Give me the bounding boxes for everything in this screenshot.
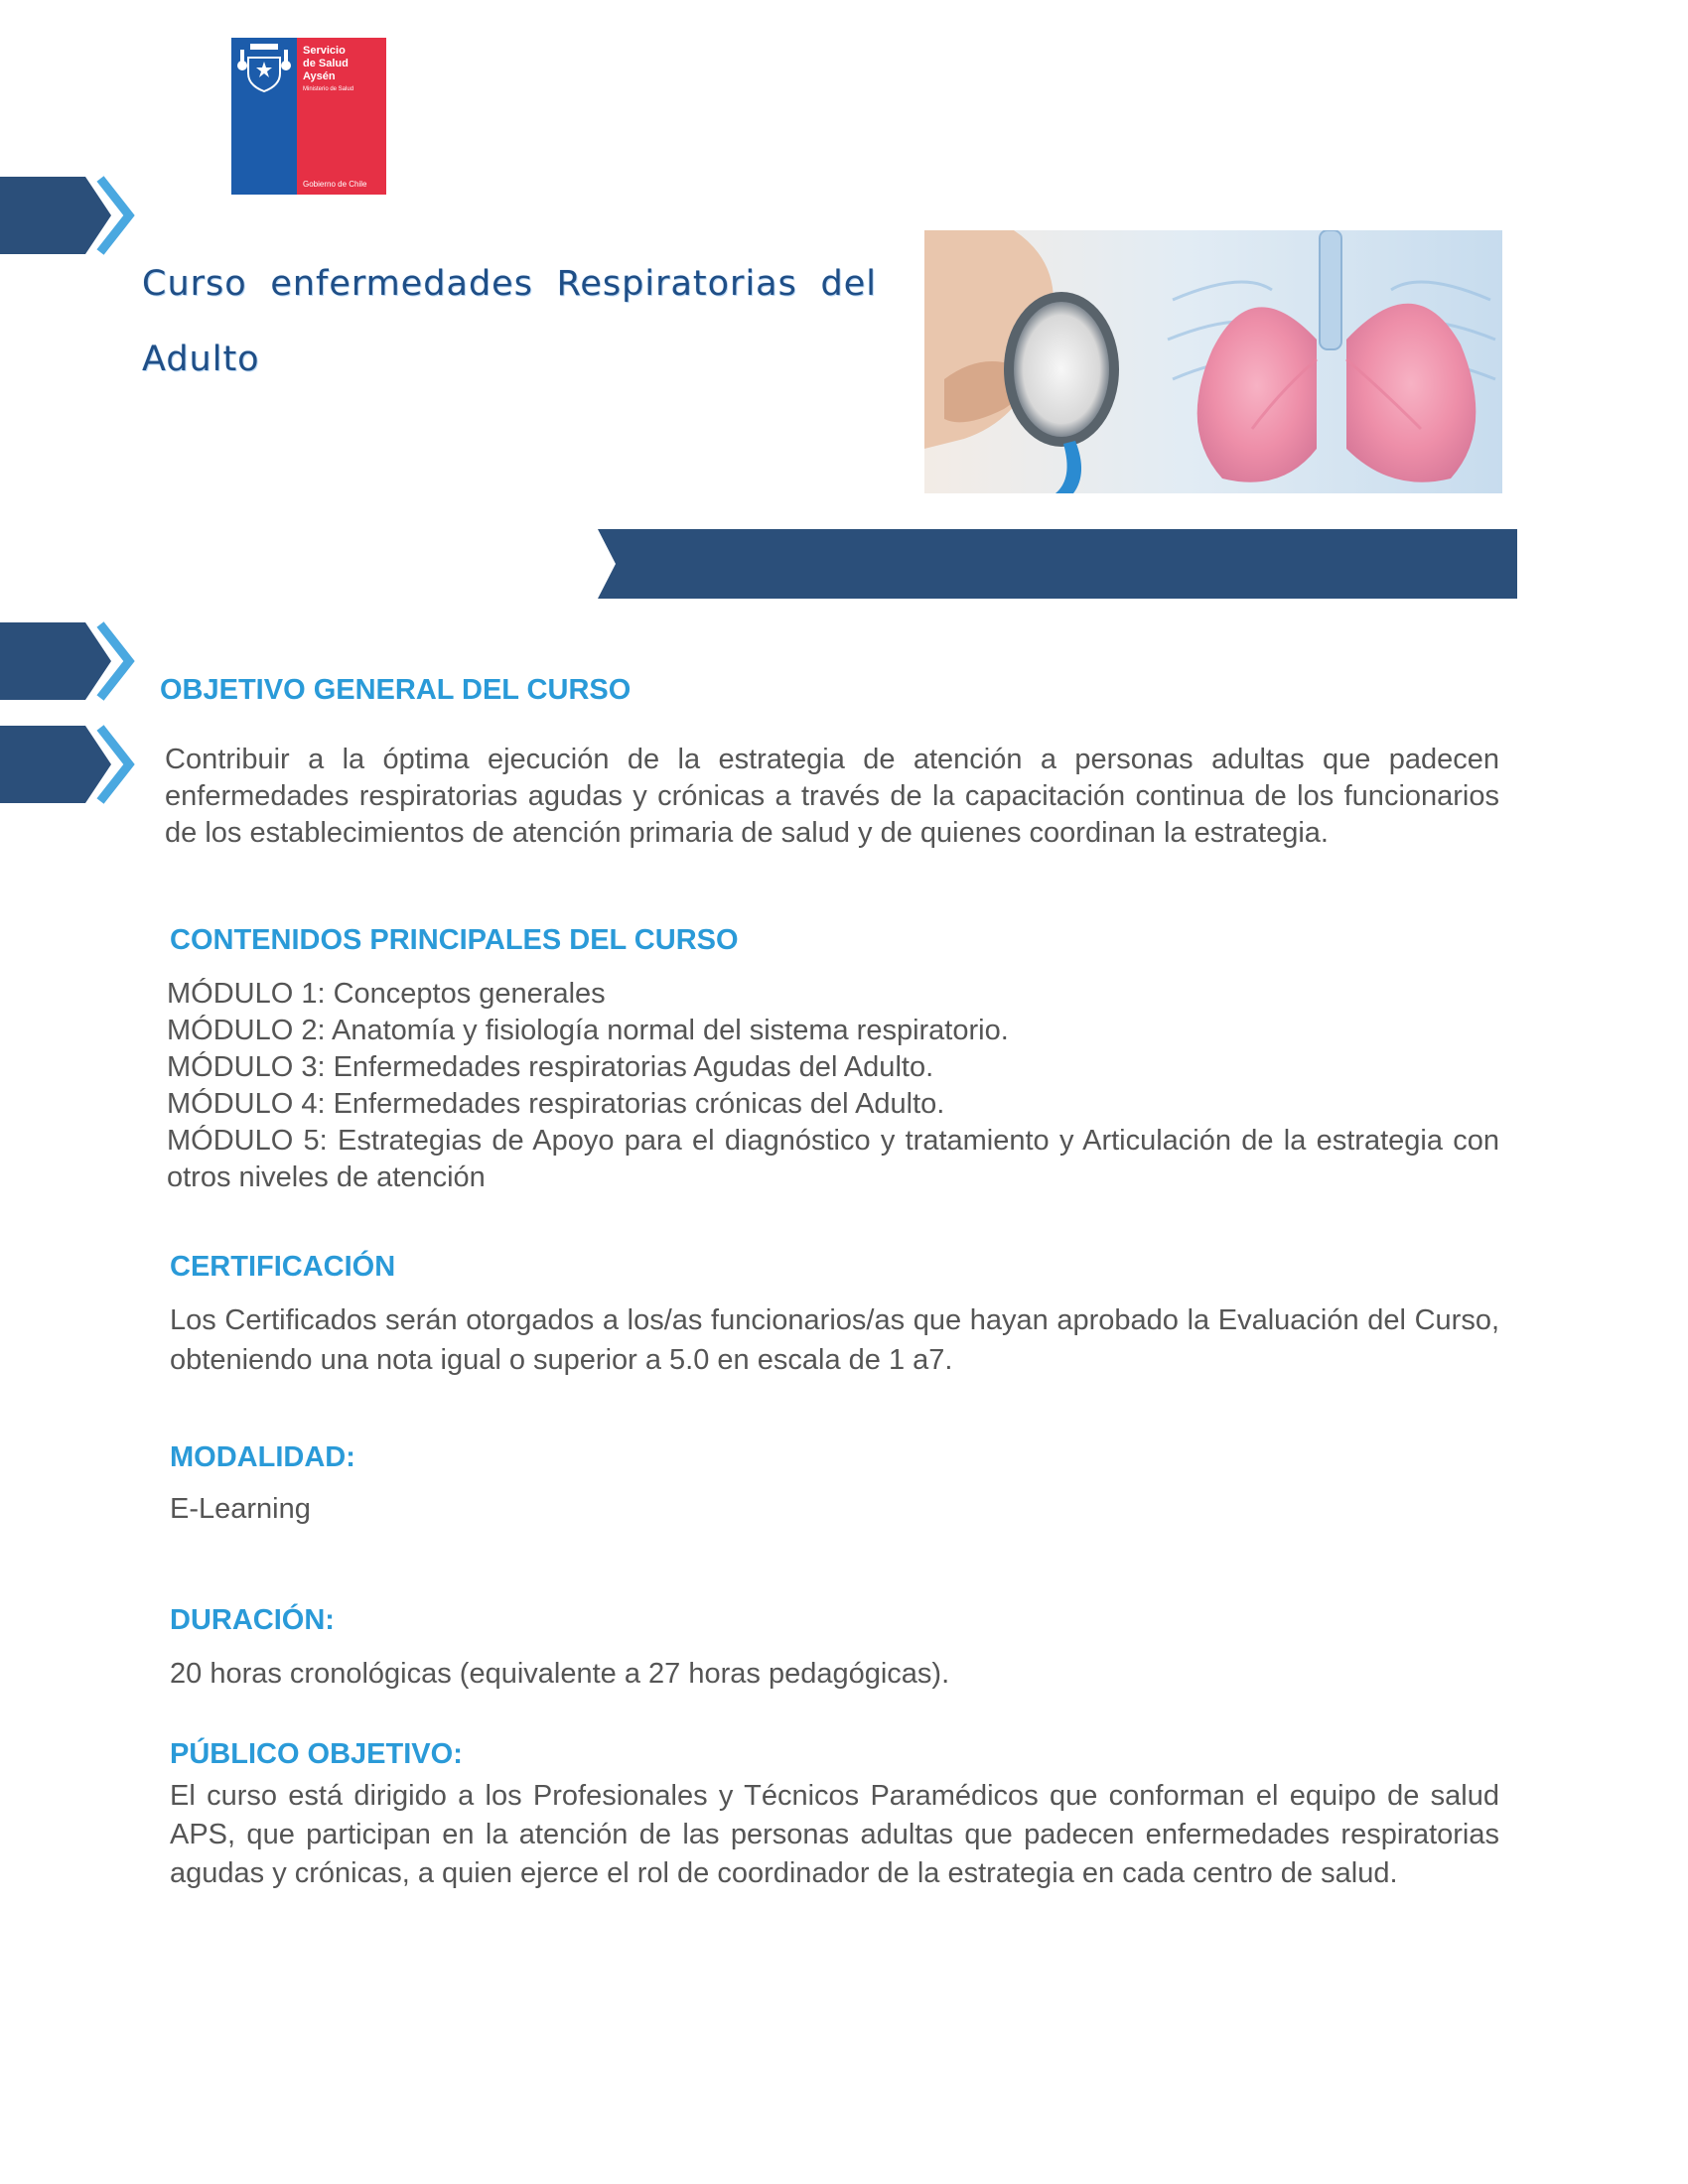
module-item-4: MÓDULO 4: Enfermedades respiratorias crónicas del Adulto. [167,1088,945,1120]
modalidad-text: E-Learning [170,1493,311,1525]
module-item-5: MÓDULO 5: Estrategias de Apoyo para el diagnóstico y tratamiento y Articulación de la estrategia con otros niveles de atención [167,1125,1499,1193]
modalidad-heading: MODALIDAD: [170,1441,355,1473]
module-item-3: MÓDULO 3: Enfermedades respiratorias Agudas del Adulto. [167,1051,934,1083]
objetivo-heading: OBJETIVO GENERAL DEL CURSO [160,674,632,706]
publico-text: El curso está dirigido a los Profesionales y Técnicos Paramédicos que conforman el equipo de salud APS, que participan en la atención de las personas adultas que padecen enfermedades respiratorias agudas y crónicas, a quien ejerce el rol de coordinador de la estrategia en cada centro de salud. [170,1780,1499,1889]
certificacion-text: Los Certificados serán otorgados a los/as funcionarios/as que hayan aprobado la Evaluación del Curso, obteniendo una nota igual o superior a 5.0 en escala de 1 a7. [170,1304,1499,1376]
logo-footer: Gobierno de Chile [303,180,367,189]
logo-line-4: Ministerio de Salud [303,86,354,92]
hero-image-stethoscope-lungs [924,230,1502,493]
arrow-decoration-objetivo [0,620,139,702]
logo-line-3: Aysén [303,70,336,82]
objetivo-text: Contribuir a la óptima ejecución de la estrategia de atención a personas adultas que padecen enfermedades respiratorias agudas y crónicas a través de la capacitación continua de los funcionarios de los establecimientos de atención primaria de salud y de quienes coordinan la estrategia. [165,744,1499,849]
contenidos-module-list [167,976,1499,1196]
page-title: Curso enfermedades Respiratorias del Adulto [142,264,877,379]
contenidos-heading: CONTENIDOS PRINCIPALES DEL CURSO [170,924,739,956]
certificacion-heading: CERTIFICACIÓN [170,1251,396,1283]
logo-line-2: de Salud [303,58,349,69]
publico-heading: PÚBLICO OBJETIVO: [170,1738,463,1770]
module-item-1: MÓDULO 1: Conceptos generales [167,978,606,1010]
arrow-decoration-contribuir [0,724,139,805]
logo-line-1: Servicio [303,45,346,57]
module-item-2: MÓDULO 2: Anatomía y fisiología normal del sistema respiratorio. [167,1015,1009,1046]
arrow-decoration-top [0,175,139,256]
duracion-text: 20 horas cronológicas (equivalente a 27 horas pedagógicas). [170,1658,950,1690]
duracion-heading: DURACIÓN: [170,1604,335,1636]
header-banner [598,529,1517,599]
gobierno-logo [231,38,386,195]
